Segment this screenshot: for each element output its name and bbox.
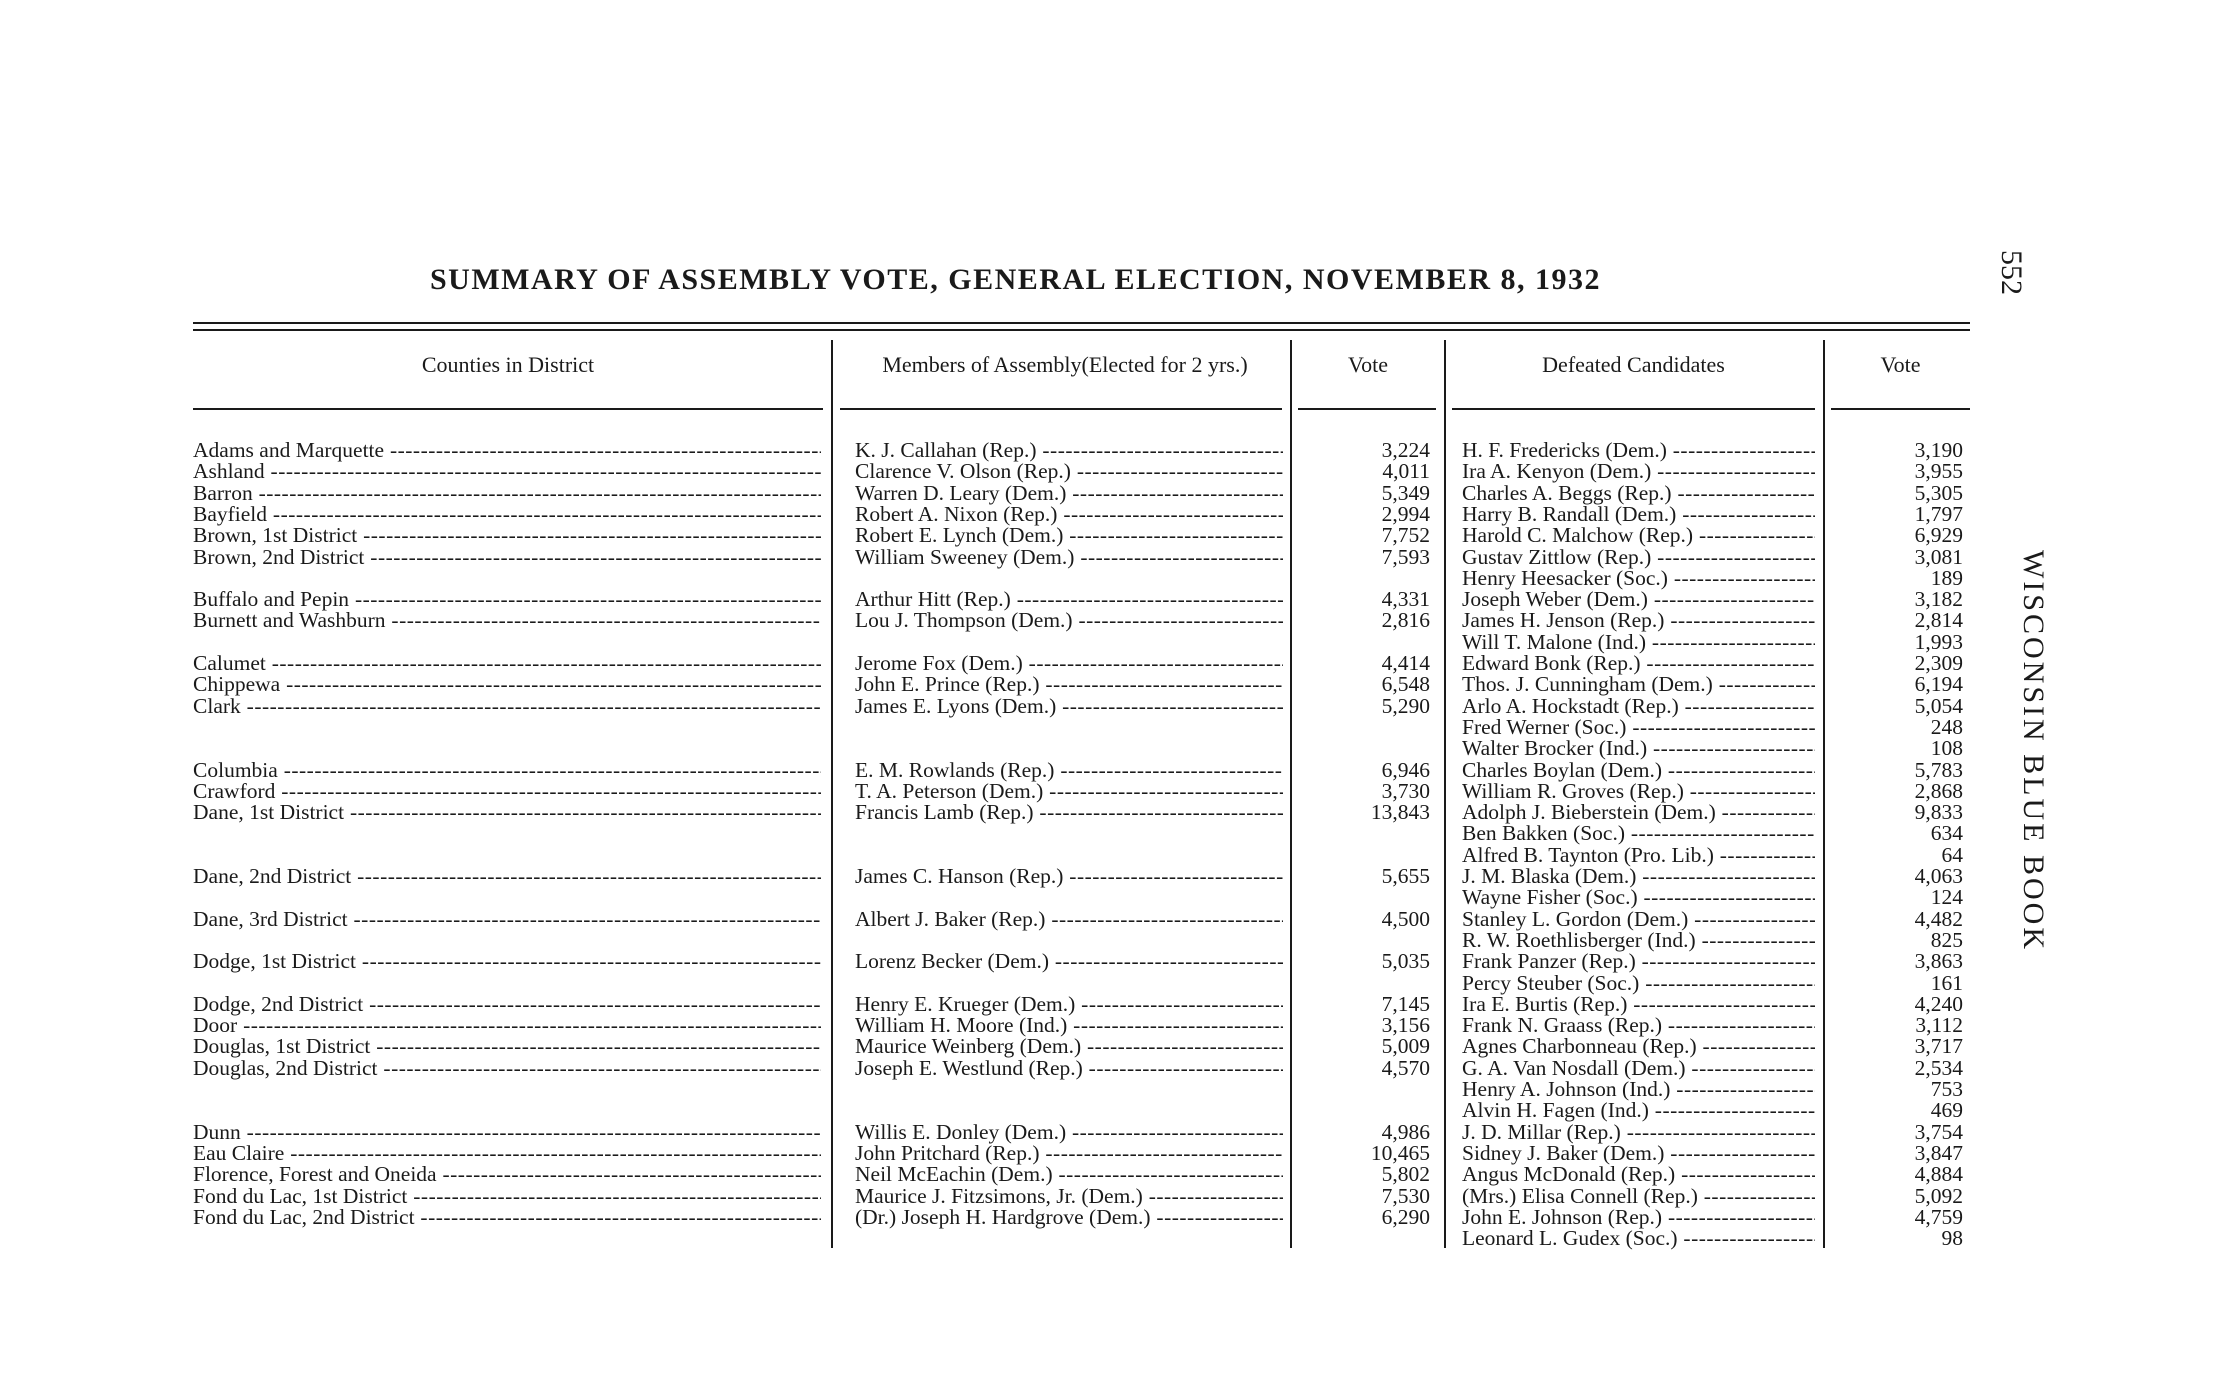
- member-cell: Willis E. Donley (Dem.) -----: [855, 1122, 1283, 1144]
- defeated-cell: Alfred B. Taynton (Pro. Lib.) -----: [1462, 845, 1815, 867]
- county-cell: Crawford -----: [193, 781, 821, 803]
- header-underline: [1831, 408, 1970, 410]
- county-cell: Brown, 1st District -----: [193, 525, 821, 547]
- defeated-vote-cell: 5,054: [1914, 695, 1963, 718]
- defeated-cell: G. A. Van Nosdall (Dem.) -----: [1462, 1058, 1815, 1080]
- defeated-vote-cell: 5,783: [1914, 759, 1963, 782]
- defeated-vote-cell: 469: [1930, 1100, 1963, 1123]
- defeated-cell: Stanley L. Gordon (Dem.) -----: [1462, 909, 1815, 931]
- vote-cell: 5,290: [1381, 695, 1430, 718]
- county-cell: Douglas, 1st District -----: [193, 1036, 821, 1058]
- defeated-cell: Ben Bakken (Soc.) -----: [1462, 823, 1815, 845]
- member-cell: Maurice Weinberg (Dem.) -----: [855, 1036, 1283, 1058]
- header-underline: [193, 408, 823, 410]
- defeated-vote-cell: 4,063: [1914, 866, 1963, 888]
- vote-cell: 5,349: [1381, 482, 1430, 505]
- defeated-vote-cell: 108: [1930, 738, 1963, 761]
- defeated-vote-cell: 4,759: [1914, 1206, 1963, 1229]
- vote-cell: 6,290: [1381, 1206, 1430, 1229]
- defeated-vote-cell: 189: [1930, 567, 1963, 590]
- defeated-vote-cell: 3,754: [1914, 1121, 1963, 1144]
- county-cell: Fond du Lac, 1st District -----: [193, 1186, 821, 1208]
- member-cell: John Pritchard (Rep.) -----: [855, 1143, 1283, 1165]
- header-counties: Counties in District: [421, 352, 595, 377]
- defeated-vote-cell: 2,868: [1914, 780, 1963, 803]
- defeated-cell: Henry Heesacker (Soc.) -----: [1462, 568, 1815, 590]
- vote-cell: 2,994: [1381, 503, 1430, 526]
- title-rule-bottom: [193, 329, 1970, 331]
- header-underline: [1452, 408, 1815, 410]
- header-defeated: Defeated Candidates: [1542, 352, 1725, 377]
- defeated-vote-cell: 634: [1930, 823, 1963, 846]
- member-cell: William H. Moore (Ind.) -----: [855, 1015, 1283, 1037]
- defeated-cell: Fred Werner (Soc.) -----: [1462, 717, 1815, 739]
- defeated-cell: Gustav Zittlow (Rep.) -----: [1462, 547, 1815, 569]
- county-cell: Dane, 1st District -----: [193, 802, 821, 824]
- defeated-cell: Will T. Malone (Ind.) -----: [1462, 632, 1815, 654]
- defeated-vote-cell: 248: [1930, 716, 1963, 739]
- defeated-vote-cell: 2,309: [1914, 653, 1963, 675]
- defeated-cell: Charles Boylan (Dem.) -----: [1462, 760, 1815, 782]
- defeated-vote-cell: 3,955: [1914, 461, 1963, 484]
- member-cell: K. J. Callahan (Rep.) -----: [855, 440, 1283, 462]
- defeated-cell: Ira E. Burtis (Rep.) -----: [1462, 994, 1815, 1016]
- member-cell: James E. Lyons (Dem.) -----: [855, 696, 1283, 718]
- vote-cell: 7,145: [1381, 993, 1430, 1016]
- defeated-vote-cell: 3,863: [1914, 951, 1963, 974]
- vote-cell: 3,224: [1381, 440, 1430, 462]
- defeated-cell: Walter Brocker (Ind.) -----: [1462, 738, 1815, 760]
- title-rule-top: [193, 322, 1970, 324]
- column-divider: [831, 340, 833, 1248]
- defeated-vote-cell: 1,797: [1914, 503, 1963, 526]
- vote-cell: 4,331: [1381, 589, 1430, 612]
- defeated-vote-cell: 5,305: [1914, 482, 1963, 505]
- member-cell: (Dr.) Joseph H. Hardgrove (Dem.) -----: [855, 1207, 1283, 1229]
- defeated-cell: Harry B. Randall (Dem.) -----: [1462, 504, 1815, 526]
- defeated-vote-cell: 5,092: [1914, 1185, 1963, 1208]
- defeated-cell: J. M. Blaska (Dem.) -----: [1462, 866, 1815, 888]
- book-name: WISCONSIN BLUE BOOK: [2017, 550, 2050, 952]
- member-cell: E. M. Rowlands (Rep.) -----: [855, 760, 1283, 782]
- member-cell: Robert E. Lynch (Dem.) -----: [855, 525, 1283, 547]
- defeated-vote-cell: 3,717: [1914, 1036, 1963, 1059]
- member-cell: Francis Lamb (Rep.) -----: [855, 802, 1283, 824]
- defeated-cell: Frank Panzer (Rep.) -----: [1462, 951, 1815, 973]
- defeated-vote-cell: 1,993: [1914, 631, 1963, 654]
- defeated-vote-cell: 3,847: [1914, 1142, 1963, 1165]
- county-cell: Dodge, 2nd District -----: [193, 994, 821, 1016]
- member-cell: Lou J. Thompson (Dem.) -----: [855, 610, 1283, 632]
- defeated-cell: Thos. J. Cunningham (Dem.) -----: [1462, 674, 1815, 696]
- vote-cell: 5,035: [1381, 951, 1430, 974]
- vote-cell: 2,816: [1381, 610, 1430, 633]
- county-cell: Fond du Lac, 2nd District -----: [193, 1207, 821, 1229]
- member-cell: William Sweeney (Dem.) -----: [855, 547, 1283, 569]
- county-cell: Douglas, 2nd District -----: [193, 1058, 821, 1080]
- vote-cell: 5,655: [1381, 866, 1430, 888]
- vote-cell: 10,465: [1370, 1142, 1430, 1165]
- defeated-vote-cell: 3,081: [1914, 546, 1963, 569]
- vote-cell: 4,414: [1381, 653, 1430, 675]
- defeated-vote-cell: 825: [1930, 929, 1963, 952]
- member-cell: Neil McEachin (Dem.) -----: [855, 1164, 1283, 1186]
- defeated-vote-cell: 2,814: [1914, 610, 1963, 633]
- defeated-cell: James H. Jenson (Rep.) -----: [1462, 610, 1815, 632]
- defeated-cell: Edward Bonk (Rep.) -----: [1462, 653, 1815, 675]
- member-cell: James C. Hanson (Rep.) -----: [855, 866, 1283, 888]
- defeated-cell: J. D. Millar (Rep.) -----: [1462, 1122, 1815, 1144]
- vote-cell: 3,730: [1381, 780, 1430, 803]
- member-cell: Arthur Hitt (Rep.) -----: [855, 589, 1283, 611]
- defeated-vote-cell: 4,884: [1914, 1164, 1963, 1187]
- defeated-cell: Angus McDonald (Rep.) -----: [1462, 1164, 1815, 1186]
- defeated-cell: H. F. Fredericks (Dem.) -----: [1462, 440, 1815, 462]
- vote-cell: 3,156: [1381, 1015, 1430, 1038]
- county-cell: Dodge, 1st District -----: [193, 951, 821, 973]
- defeated-cell: Arlo A. Hockstadt (Rep.) -----: [1462, 696, 1815, 718]
- defeated-vote-cell: 6,929: [1914, 525, 1963, 548]
- defeated-vote-cell: 3,112: [1915, 1015, 1963, 1038]
- vote-cell: 5,802: [1381, 1164, 1430, 1187]
- member-cell: Maurice J. Fitzsimons, Jr. (Dem.) -----: [855, 1186, 1283, 1208]
- defeated-vote-cell: 64: [1941, 844, 1963, 867]
- county-cell: Brown, 2nd District -----: [193, 547, 821, 569]
- header-underline: [840, 408, 1282, 410]
- vote-cell: 7,593: [1381, 546, 1430, 569]
- county-cell: Columbia -----: [193, 760, 821, 782]
- header-defeated-vote: Vote: [1880, 352, 1921, 377]
- county-cell: Door -----: [193, 1015, 821, 1037]
- column-divider: [1823, 340, 1825, 1248]
- county-cell: Florence, Forest and Oneida -----: [193, 1164, 821, 1186]
- member-cell: T. A. Peterson (Dem.) -----: [855, 781, 1283, 803]
- defeated-cell: R. W. Roethlisberger (Ind.) -----: [1462, 930, 1815, 952]
- county-cell: Calumet -----: [193, 653, 821, 675]
- county-cell: Barron -----: [193, 483, 821, 505]
- vote-cell: 5,009: [1381, 1036, 1430, 1059]
- vote-cell: 4,570: [1381, 1057, 1430, 1080]
- defeated-vote-cell: 98: [1941, 1228, 1963, 1251]
- defeated-vote-cell: 6,194: [1914, 674, 1963, 697]
- county-cell: Clark -----: [193, 696, 821, 718]
- defeated-cell: Alvin H. Fagen (Ind.) -----: [1462, 1100, 1815, 1122]
- vote-cell: 7,752: [1381, 525, 1430, 548]
- defeated-cell: Joseph Weber (Dem.) -----: [1462, 589, 1815, 611]
- vote-cell: 4,500: [1381, 908, 1430, 931]
- defeated-vote-cell: 4,240: [1914, 993, 1963, 1016]
- county-cell: Dane, 3rd District -----: [193, 909, 821, 931]
- member-cell: Albert J. Baker (Rep.) -----: [855, 909, 1283, 931]
- defeated-cell: William R. Groves (Rep.) -----: [1462, 781, 1815, 803]
- defeated-vote-cell: 3,182: [1914, 589, 1963, 612]
- header-underline: [1298, 408, 1436, 410]
- defeated-vote-cell: 161: [1930, 972, 1963, 995]
- county-cell: Bayfield -----: [193, 504, 821, 526]
- defeated-cell: Henry A. Johnson (Ind.) -----: [1462, 1079, 1815, 1101]
- defeated-vote-cell: 9,833: [1914, 802, 1963, 825]
- vote-cell: 4,011: [1382, 461, 1430, 484]
- defeated-cell: Frank N. Graass (Rep.) -----: [1462, 1015, 1815, 1037]
- header-members: Members of Assembly(Elected for 2 yrs.): [882, 352, 1248, 377]
- defeated-cell: Agnes Charbonneau (Rep.) -----: [1462, 1036, 1815, 1058]
- defeated-cell: Sidney J. Baker (Dem.) -----: [1462, 1143, 1815, 1165]
- defeated-vote-cell: 4,482: [1914, 908, 1963, 931]
- county-cell: Dane, 2nd District -----: [193, 866, 821, 888]
- column-divider: [1444, 340, 1446, 1248]
- column-divider: [1290, 340, 1292, 1248]
- member-cell: Robert A. Nixon (Rep.) -----: [855, 504, 1283, 526]
- defeated-cell: Percy Steuber (Soc.) -----: [1462, 973, 1815, 995]
- page-number: 552: [1995, 250, 2028, 295]
- defeated-cell: (Mrs.) Elisa Connell (Rep.) -----: [1462, 1186, 1815, 1208]
- county-cell: Chippewa -----: [193, 674, 821, 696]
- defeated-cell: Harold C. Malchow (Rep.) -----: [1462, 525, 1815, 547]
- member-cell: Joseph E. Westlund (Rep.) -----: [855, 1058, 1283, 1080]
- county-cell: Adams and Marquette -----: [193, 440, 821, 462]
- defeated-cell: Charles A. Beggs (Rep.) -----: [1462, 483, 1815, 505]
- vote-cell: 7,530: [1381, 1185, 1430, 1208]
- vote-cell: 6,946: [1381, 759, 1430, 782]
- defeated-cell: John E. Johnson (Rep.) -----: [1462, 1207, 1815, 1229]
- county-cell: Eau Claire -----: [193, 1143, 821, 1165]
- defeated-cell: Wayne Fisher (Soc.) -----: [1462, 887, 1815, 909]
- county-cell: Dunn -----: [193, 1122, 821, 1144]
- member-cell: Henry E. Krueger (Dem.) -----: [855, 994, 1283, 1016]
- member-cell: Warren D. Leary (Dem.) -----: [855, 483, 1283, 505]
- defeated-cell: Adolph J. Bieberstein (Dem.) -----: [1462, 802, 1815, 824]
- defeated-vote-cell: 3,190: [1914, 440, 1963, 462]
- header-vote: Vote: [1348, 352, 1388, 377]
- county-cell: Ashland -----: [193, 461, 821, 483]
- member-cell: Clarence V. Olson (Rep.) -----: [855, 461, 1283, 483]
- member-cell: John E. Prince (Rep.) -----: [855, 674, 1283, 696]
- defeated-cell: Leonard L. Gudex (Soc.) -----: [1462, 1228, 1815, 1250]
- county-cell: Burnett and Washburn -----: [193, 610, 821, 632]
- vote-cell: 6,548: [1381, 674, 1430, 697]
- member-cell: Jerome Fox (Dem.) -----: [855, 653, 1283, 675]
- vote-cell: 4,986: [1381, 1121, 1430, 1144]
- page-title: SUMMARY OF ASSEMBLY VOTE, GENERAL ELECTION, NOVEMBER 8, 1932: [430, 263, 1602, 296]
- member-cell: Lorenz Becker (Dem.) -----: [855, 951, 1283, 973]
- county-cell: Buffalo and Pepin -----: [193, 589, 821, 611]
- defeated-vote-cell: 2,534: [1914, 1057, 1963, 1080]
- defeated-cell: Ira A. Kenyon (Dem.) -----: [1462, 461, 1815, 483]
- defeated-vote-cell: 753: [1930, 1079, 1963, 1101]
- vote-cell: 13,843: [1370, 802, 1430, 825]
- defeated-vote-cell: 124: [1930, 887, 1963, 910]
